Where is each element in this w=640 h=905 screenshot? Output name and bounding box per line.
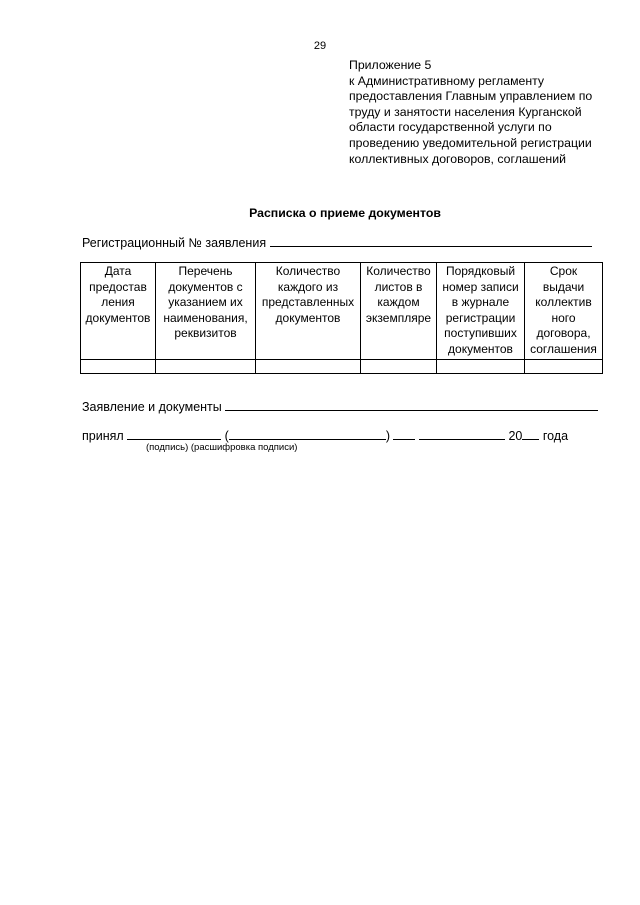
- table-cell-deadline[interactable]: [525, 359, 603, 373]
- header-quantity: Количество каждого из представленных документов: [256, 263, 361, 360]
- registration-number-blank[interactable]: [270, 234, 592, 247]
- registration-line: [82, 234, 592, 250]
- day-blank[interactable]: [393, 427, 415, 440]
- year-suffix: года: [542, 429, 569, 443]
- header-date: Дата предостав ления документов: [81, 263, 156, 360]
- table-cell-list[interactable]: [156, 359, 256, 373]
- signature-blank[interactable]: [127, 427, 221, 440]
- registration-label: Регистрационный № заявления: [82, 236, 267, 250]
- annex-line: коллективных договоров, соглашений: [349, 151, 566, 166]
- accepted-line: [82, 427, 568, 443]
- annex-line: к Административному регламенту: [349, 73, 545, 88]
- statement-blank[interactable]: [225, 398, 598, 411]
- table-cell-date[interactable]: [81, 359, 156, 373]
- paren-open: (: [224, 429, 229, 443]
- annex-block: [349, 58, 629, 167]
- annex-line: труду и занятости населения Курганской: [349, 104, 582, 119]
- signature-decoding-blank[interactable]: [229, 427, 386, 440]
- annex-line: проведению уведомительной регистрации: [349, 135, 592, 150]
- table-cell-record-number[interactable]: [437, 359, 525, 373]
- header-record-number: Порядковый номер записи в журнале регистрации поступивших документов: [437, 263, 525, 360]
- year-blank[interactable]: [522, 427, 539, 440]
- signature-hint: (подпись) (расшифровка подписи): [146, 442, 298, 453]
- statement-label: Заявление и документы: [82, 400, 222, 414]
- receipt-table: [80, 262, 603, 374]
- document-title: Расписка о приеме документов: [249, 206, 441, 220]
- table-header-row: [81, 263, 603, 360]
- header-deadline: Срок выдачи коллектив ного договора, соглашения: [525, 263, 603, 360]
- accepted-label: принял: [82, 429, 124, 443]
- statement-line: [82, 398, 598, 414]
- table-row: [81, 359, 603, 373]
- annex-line: предоставления Главным управлением по: [349, 89, 593, 104]
- annex-line: области государственной услуги по: [349, 120, 552, 135]
- year-prefix: 20: [508, 429, 523, 443]
- paren-close: ): [385, 429, 390, 443]
- table-cell-quantity[interactable]: [256, 359, 361, 373]
- table-cell-sheets[interactable]: [361, 359, 437, 373]
- header-list: Перечень документов с указанием их наименования, реквизитов: [156, 263, 256, 360]
- month-blank[interactable]: [419, 427, 505, 440]
- annex-line: Приложение 5: [349, 58, 432, 72]
- page-number: 29: [313, 40, 327, 52]
- header-sheets: Количество листов в каждом экземпляре: [361, 263, 437, 360]
